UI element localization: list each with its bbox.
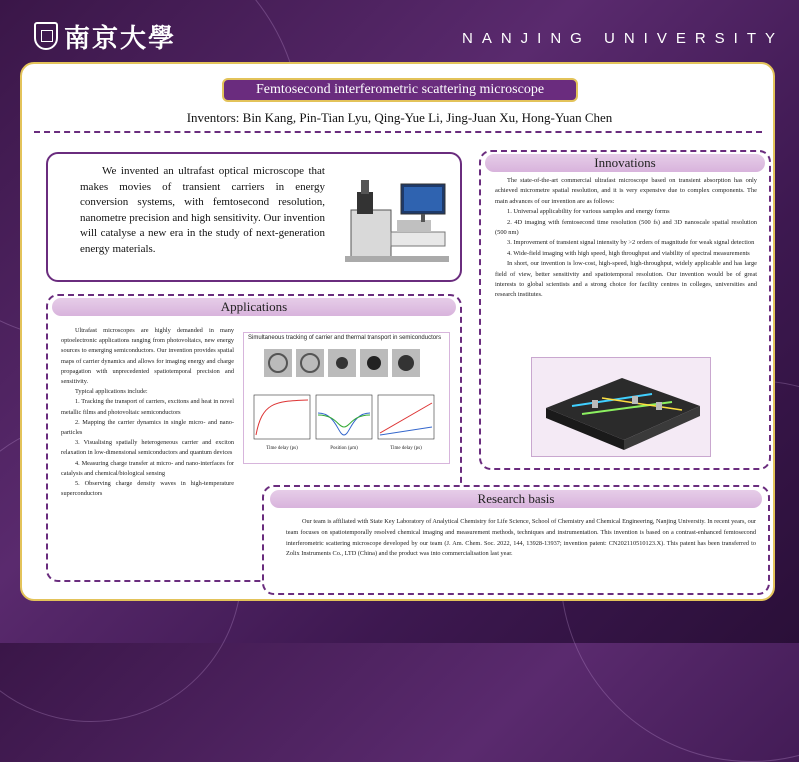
figure-panels: [244, 343, 449, 463]
decay-plot: [254, 395, 310, 439]
figure-title: Simultaneous tracking of carrier and thermal transport in semiconductors: [248, 335, 442, 341]
innovations-paragraph: In short, our invention is low-cost, high-speed, high-throughput, widely applicable and has large field of view, better sensitivity and spatiotemporal resolution. Our invention would be of great interests to global scientists and a strong choice for facility centres in colleges, universities and research institutes.: [495, 260, 757, 299]
header: [0, 0, 799, 62]
applications-paragraph: 4. Measuring charge transfer at micro- and nano-interfaces for catalysis and chemical/biological sensing: [61, 459, 234, 477]
microscope-image: [343, 170, 455, 268]
figure-xlabel-2: Position (μm): [330, 446, 358, 451]
figure-xlabel-3: Time delay (ps): [390, 446, 422, 451]
innovations-text: [495, 176, 757, 301]
diffusion-plot: [378, 395, 434, 439]
innovations-paragraph: 2. 4D imaging with femtosecond time resolution (500 fs) and 3D nanoscale spatial resolution (500 nm): [495, 218, 757, 237]
figure-xlabel-1: Time delay (ps): [266, 446, 298, 451]
innovations-paragraph: 3. Improvement of transient signal intensity by >2 orders of magnitude for weak signal detection: [507, 239, 755, 247]
university-logo-icon: [34, 22, 58, 50]
university-name-en: NANJING UNIVERSITY: [462, 30, 785, 47]
innovations-paragraph: 1. Universal applicability for various samples and energy forms: [507, 208, 670, 216]
research-box: [262, 485, 770, 595]
intro-text: We invented an ultrafast optical microscope that makes movies of transient carriers in energy conversion systems, with femtosecond resolution, nanometre precision and high sensitivity. Our invention will catalyse a new era in the study of next-generation energy materials.: [80, 165, 325, 255]
scattering-image-row: [264, 349, 420, 377]
profile-plot: [316, 395, 372, 439]
applications-paragraph: 3. Visualising spatially heterogeneous carrier and exciton relaxation in low-dimensional semiconductors and quantum devices: [61, 439, 234, 457]
applications-text: [61, 326, 234, 499]
inventors-line: Inventors: Bin Kang, Pin-Tian Lyu, Qing-Yue Li, Jing-Juan Xu, Hong-Yuan Chen: [186, 110, 613, 125]
applications-paragraph: 5. Observing charge density waves in high-temperature superconductors: [61, 480, 234, 498]
applications-paragraph: 1. Tracking the transport of carriers, excitons and heat in novel metallic films and photovoltaic semiconductors: [61, 398, 234, 416]
research-text: Our team is affiliated with State Key Laboratory of Analytical Chemistry for Life Science, School of Chemistry and Chemical Engineering, Nanjing University. In recent years, our team focuses on spatiotemporally resolved chemical imaging and measurement methods, techniques and instrumentation. This invention is based on a contrast-enhanced femtosecond interferometric scattering microscope developed by our team (J. Am. Chem. Soc. 2022, 144, 13928-13937; invention patent: CN202110510123.X). This patent has been transferred to Zolix Instruments Co., LTD (China) and the product was into commercialisation last year.: [286, 518, 756, 558]
research-heading: Research basis: [270, 490, 762, 508]
university-name-cn: 南京大學: [64, 24, 177, 54]
applications-heading: Applications: [52, 298, 456, 316]
innovations-heading: Innovations: [485, 154, 765, 172]
divider: [34, 131, 762, 133]
applications-paragraph: Ultrafast microscopes are highly demanded in many optoelectronic applications ranging from photovoltaics, new energy sources to emerging semiconductors. Our invention provides spatial maps of carrier dynamics and allows for imaging energy and charge propagation with unprecedented spatiotemporal precision and sensitivity.: [61, 327, 234, 386]
applications-figure: [243, 332, 450, 464]
applications-paragraph: 2. Mapping the carrier dynamics in single micro- and nano-particles: [61, 418, 234, 437]
innovations-paragraph: The state-of-the-art commercial ultrafast microscope based on transient absorption has only achieved micrometre spatial resolution, and it is very expensive due to complex components. The main advances of our invention are as follows:: [495, 177, 757, 205]
innovations-paragraph: 4. Wide-field imaging with high speed, high throughput and viability of spectral measurements: [507, 249, 750, 257]
poster-title: Femtosecond interferometric scattering microscope: [222, 78, 578, 102]
intro-box: [46, 152, 462, 282]
innovations-box: [479, 150, 771, 470]
instrument-render-image: [531, 357, 711, 457]
applications-paragraph: Typical applications include:: [75, 388, 148, 396]
